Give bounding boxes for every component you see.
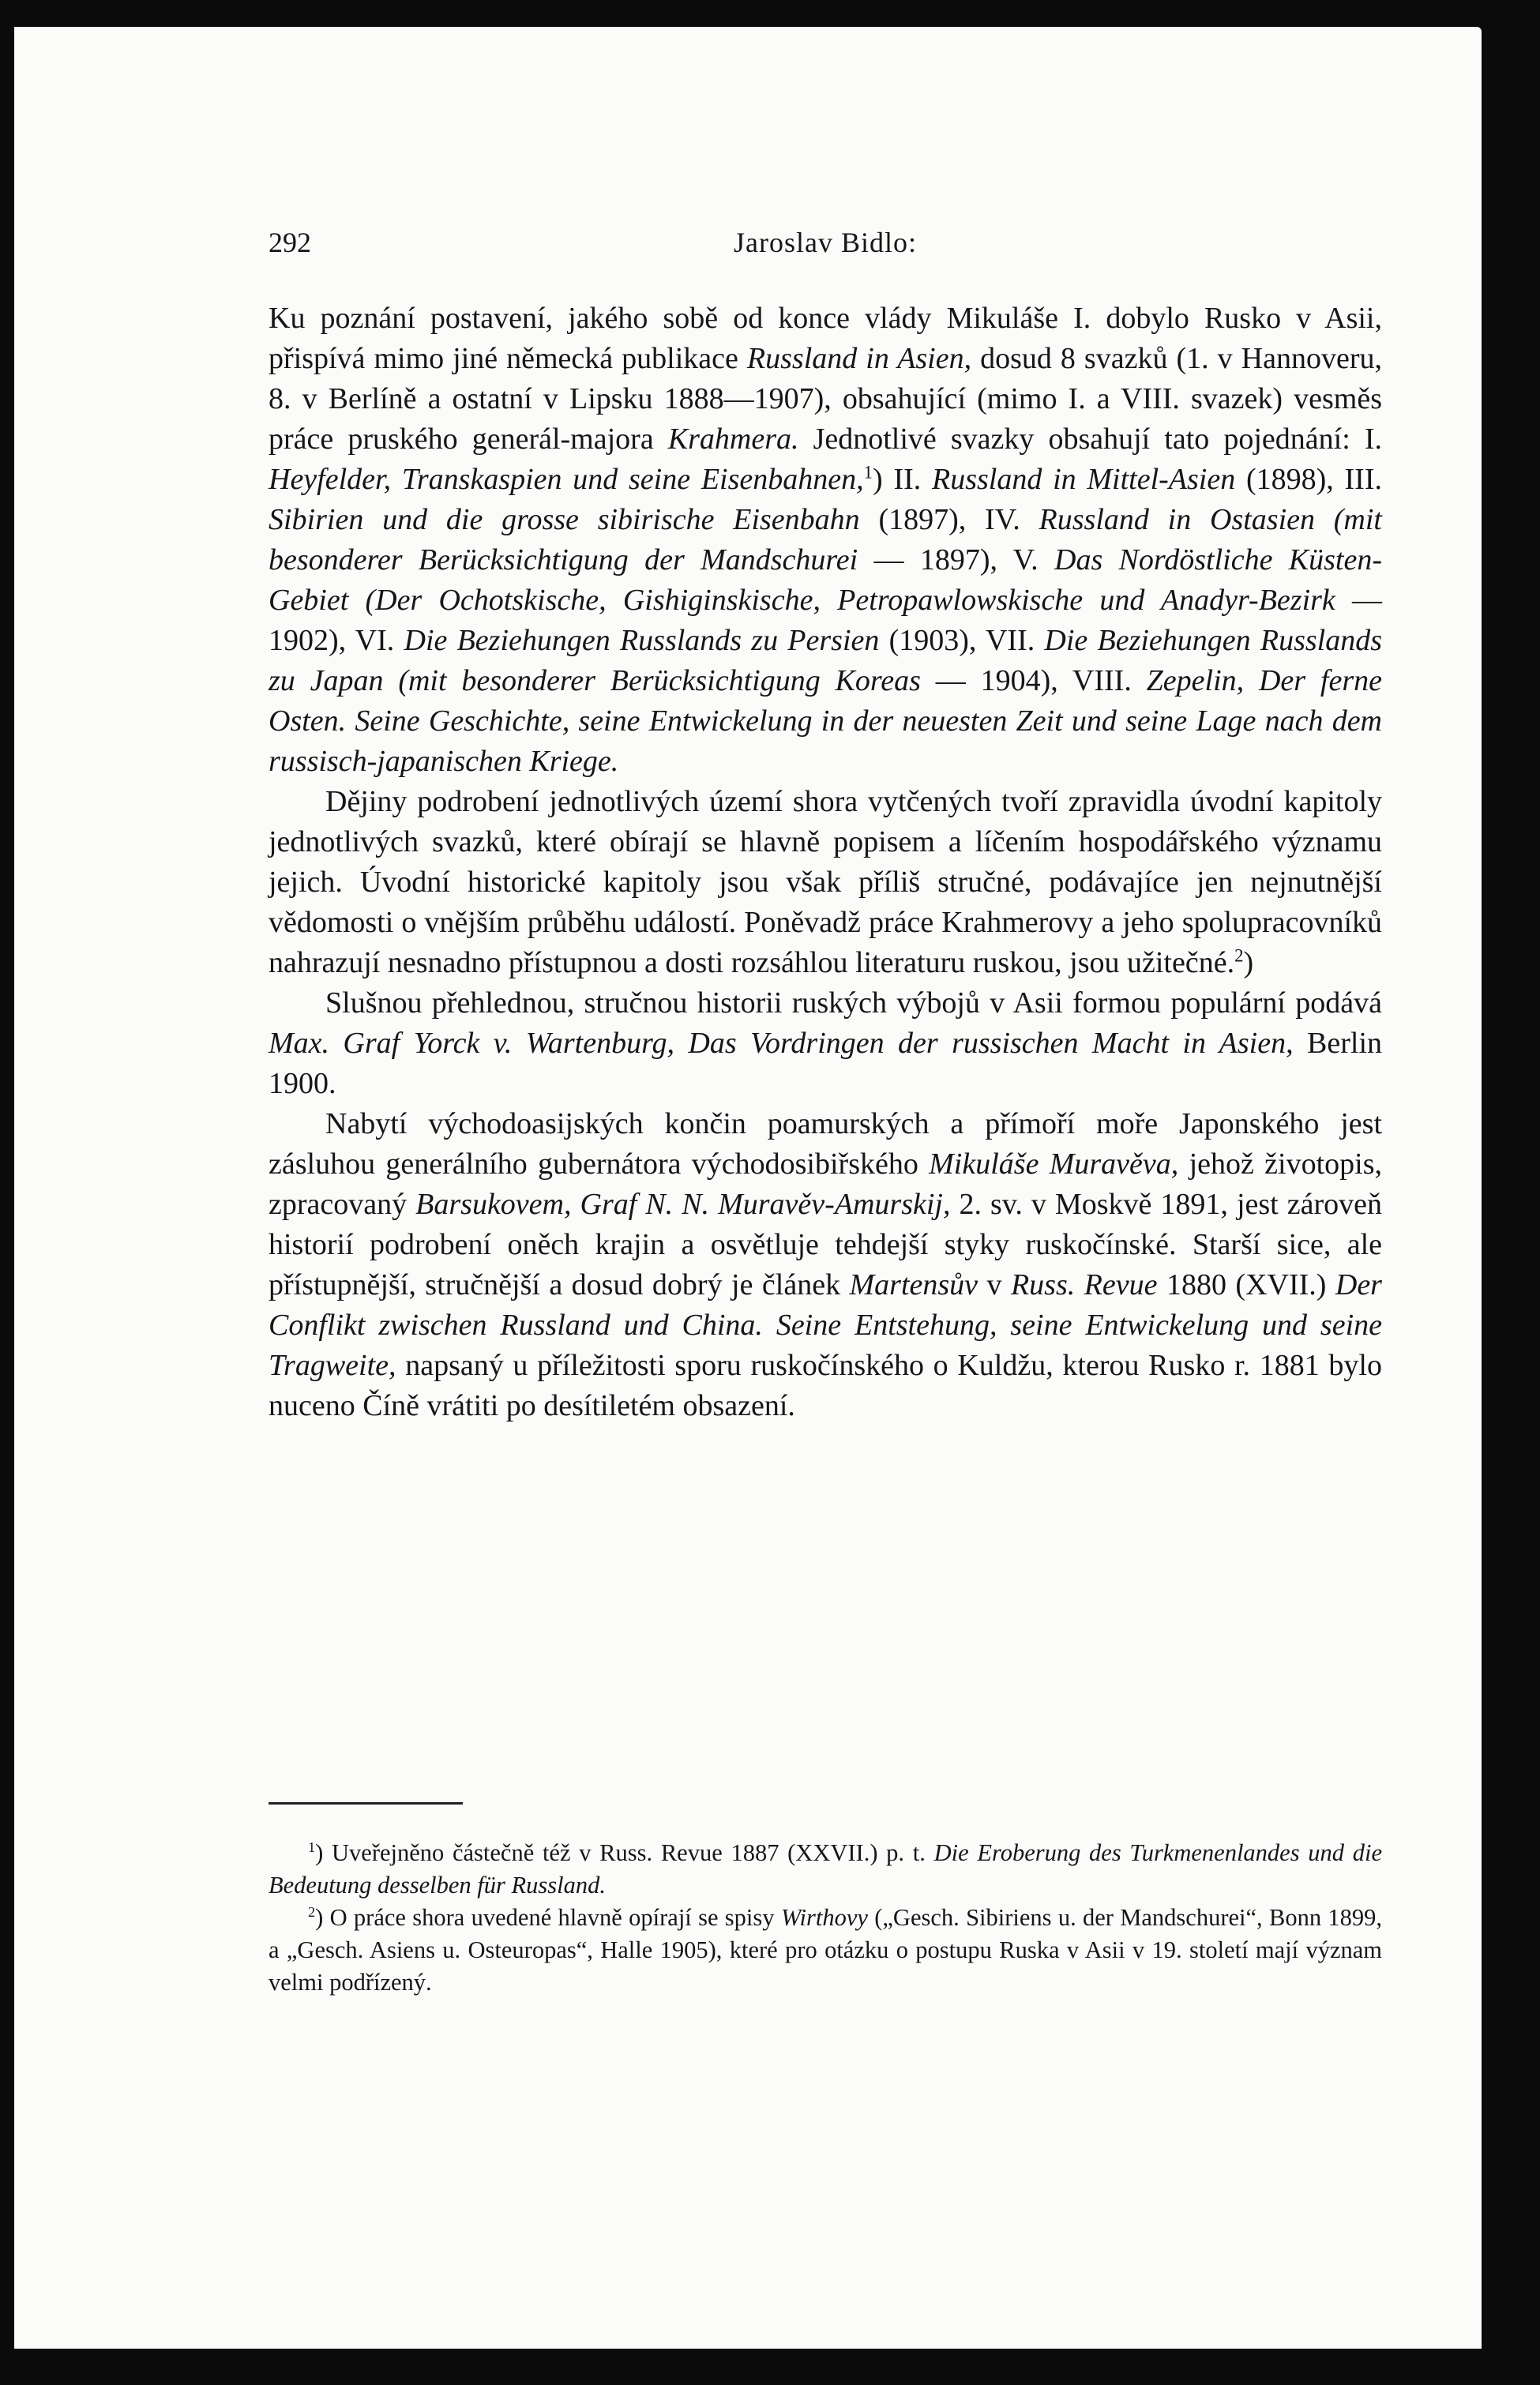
book-page [14, 27, 1482, 2349]
text-run: jehož životopis, zpracovaný [269, 1147, 1382, 1221]
italic-run: Russland in Mittel-Asien [932, 463, 1236, 496]
main-text [269, 299, 1382, 1426]
italic-run: Mikuláše Muravěva, [929, 1147, 1179, 1181]
running-head: Jaroslav Bidlo: [734, 227, 917, 258]
italic-run: Barsukovem, Graf N. N. Muravěv-Amurskij, [415, 1188, 951, 1221]
text-run: 1880 (XVII.) [1157, 1268, 1335, 1301]
italic-run: Der Conflikt zwischen Russland und China. Seine Entstehung, seine Entwickelung und seine Tragweite, [269, 1268, 1382, 1382]
text-run: 2. sv. v Moskvě 1891, jest zároveň historií podrobení oněch krajin a osvětluje tehdejší styky ruskočínské. Starší sice, ale přístupnější, stručnější a dosud dobrý je článek [269, 1188, 1382, 1301]
footnotes [269, 1837, 1382, 1999]
italic-run: Wirthovy [780, 1904, 868, 1931]
italic-run: Russ. Revue [1010, 1268, 1158, 1301]
italic-run: Das Nordöstliche Küsten-Gebiet (Der Ochotskische, Gishiginskische, Petropawlowskische und Anadyr-Bezirk [269, 543, 1382, 617]
text-run: Ku poznání postavení, jakého sobě od konce vlády Mikuláše I. dobylo Rusko v Asii, přispívá mimo jiné německá publikace [269, 302, 1382, 375]
text-run: — 1904), VIII. [920, 664, 1147, 697]
text-run: („Gesch. Sibiriens u. der Mandschurei“, Bonn 1899, a „Gesch. Asiens u. Osteuropas“, Halle 1905), které pro otázku o postupu Ruska v Asii v 19. století mají význam velmi podřízený. [269, 1904, 1382, 1996]
footnote-separator [269, 1802, 463, 1805]
text-run: Berlin 1900. [269, 1027, 1383, 1100]
text-run: ) II. [873, 463, 932, 496]
text-run: (1898), III. [1235, 463, 1382, 496]
text-run: (1903), VII. [879, 624, 1045, 657]
text-run: Jednotlivé svazky obsahují tato pojednání: I. [798, 423, 1382, 456]
text-run: (1897), IV. [859, 503, 1039, 536]
italic-run: Krahmera. [667, 423, 799, 456]
text-run: Slušnou přehlednou, stručnou historii ruských výbojů v Asii formou populární podává [325, 986, 1382, 1020]
footnote [269, 1837, 1382, 1902]
paragraph [269, 782, 1382, 983]
footnote-ref: 1 [863, 462, 873, 483]
text-run: Nabytí východoasijských končin poamurských a přímoří moře Japonského jest zásluhou generálního gubernátora východosibiřského [269, 1107, 1382, 1181]
italic-run: Sibirien und die grosse sibirische Eisenbahn [269, 503, 860, 536]
italic-run: Die Beziehungen Russlands zu Japan (mit besonderer Berücksichtigung Koreas [269, 624, 1383, 697]
text-run: v [978, 1268, 1011, 1301]
page-header [269, 226, 1382, 273]
paragraph [269, 1104, 1382, 1426]
footnote-ref: 2 [1234, 945, 1244, 966]
text-run: — 1897), V. [858, 543, 1054, 577]
italic-run: Russland in Ostasien (mit besonderer Berücksichtigung der Mandschurei [269, 503, 1382, 577]
text-run: ) Uveřejněno částečně též v Russ. Revue 1887 (XXVII.) p. t. [315, 1839, 934, 1866]
text-run: napsaný u příležitosti sporu ruskočínského o Kuldžu, kterou Rusko r. 1881 bylo nuceno Číně vrátiti po desítiletém obsazení. [269, 1349, 1382, 1422]
paragraph [269, 983, 1382, 1104]
italic-run: Max. Graf Yorck v. Wartenburg, Das Vordringen der russischen Macht in Asien, [269, 1027, 1294, 1060]
footnote [269, 1902, 1382, 1999]
text-run: dosud 8 svazků (1. v Hannoveru, 8. v Berlíně a ostatní v Lipsku 1888—1907), obsahující (mimo I. a VIII. svazek) vesměs práce pruského generál-majora [269, 342, 1382, 456]
paragraph [269, 299, 1382, 782]
text-run: — 1902), VI. [269, 584, 1383, 657]
italic-run: Die Eroberung des Turkmenenlandes und die Bedeutung desselben für Russland. [269, 1839, 1382, 1899]
text-run: ) O práce shora uvedené hlavně opírají se spisy [315, 1904, 781, 1931]
page-number: 292 [269, 227, 311, 258]
italic-run: Zepelin, Der ferne Osten. Seine Geschichte, seine Entwickelung in der neuesten Zeit und seine Lage nach dem russisch-japanischen Kriege. [269, 664, 1382, 778]
text-run: Dějiny podrobení jednotlivých území shora vytčených tvoří zpravidla úvodní kapitoly jednotlivých svazků, které obírají se hlavně popisem a líčením hospodářského významu jejich. Úvodní historické kapitoly jsou však příliš stručné, podávajíce jen nejnutnější vědomosti o vnějším průběhu událostí. Poněvadž práce Krahmerovy a jeho spolupracovníků nahrazují nesnadno přístupnou a dosti rozsáhlou literaturu ruskou, jsou užitečné. [269, 785, 1382, 979]
italic-run: Russland in Asien, [746, 342, 972, 375]
italic-run: Die Beziehungen Russlands zu Persien [404, 624, 880, 657]
text-run: ) [1243, 946, 1254, 979]
italic-run: Heyfelder, Transkaspien und seine Eisenbahnen, [269, 463, 864, 496]
footnote-ref: 1 [308, 1839, 316, 1855]
italic-run: Martensův [849, 1268, 978, 1301]
footnote-ref: 2 [308, 1903, 316, 1920]
